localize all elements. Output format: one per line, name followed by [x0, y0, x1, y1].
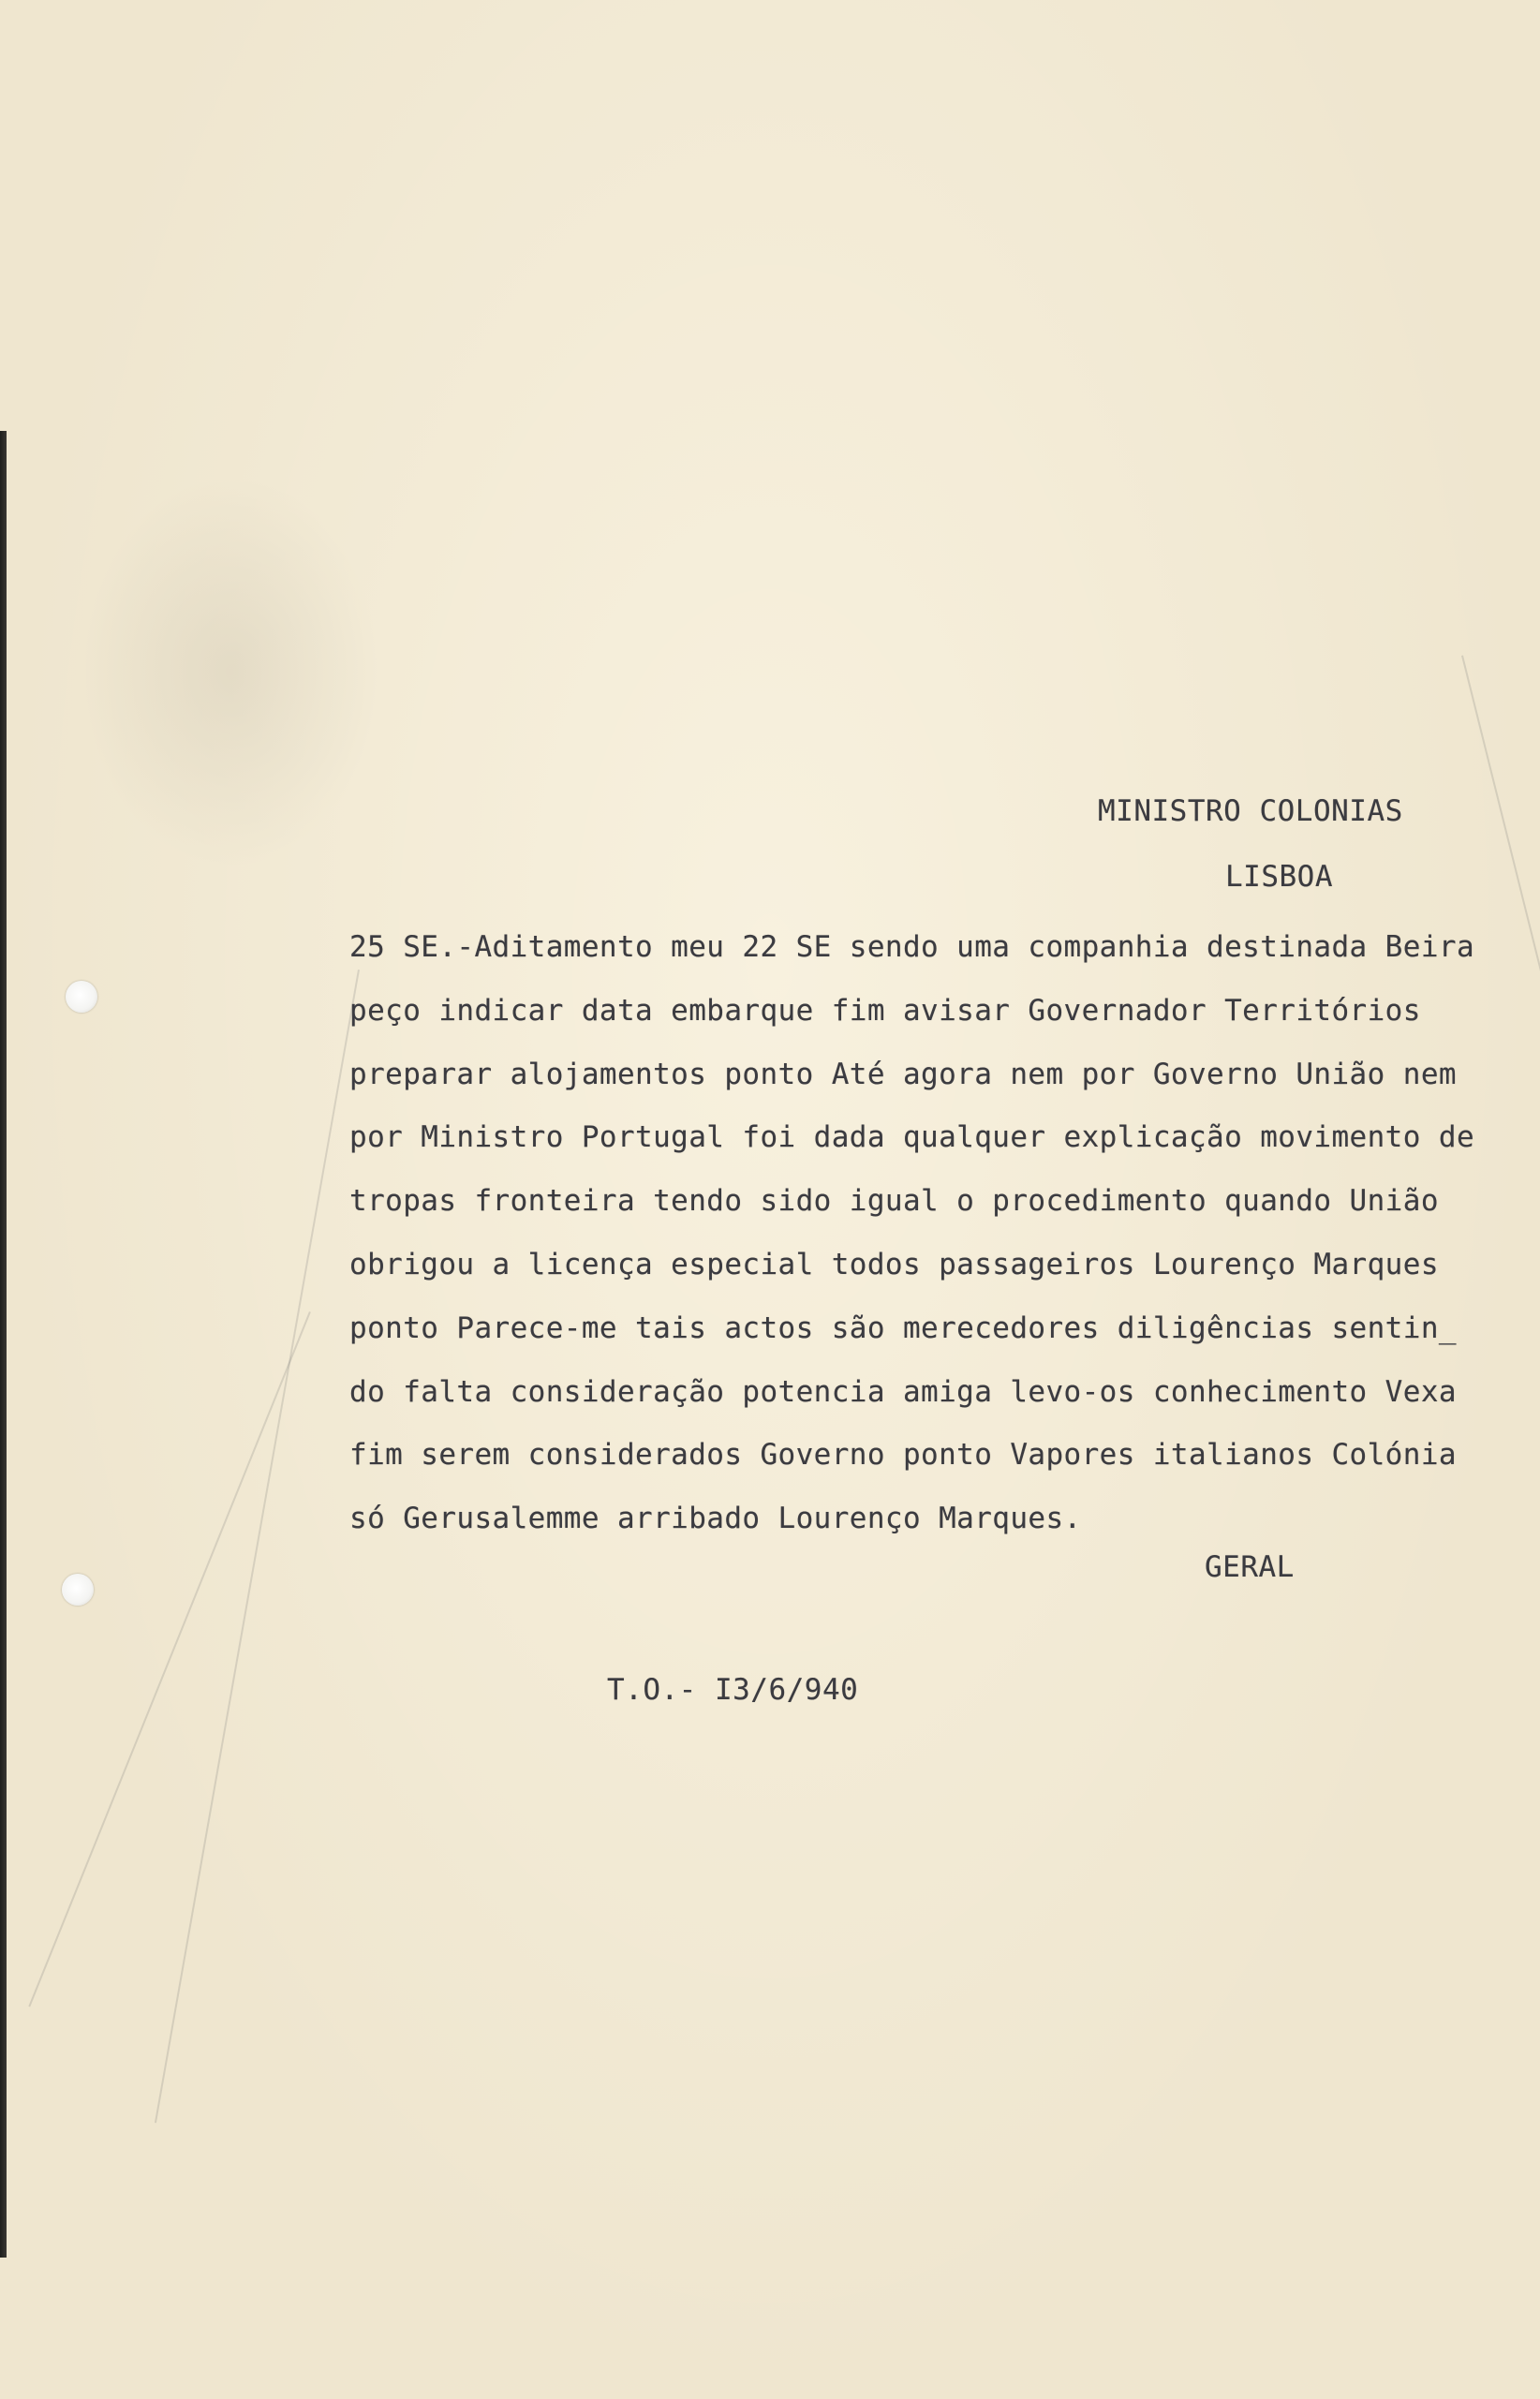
- body-line: por Ministro Portugal foi dada qualquer explicação movimento de: [349, 1120, 1475, 1155]
- signature: GERAL: [1205, 1550, 1295, 1584]
- body-line: do falta consideração potencia amiga levo-os conhecimento Vexa: [349, 1374, 1457, 1409]
- body-line: fim serem considerados Governo ponto Vapores italianos Colónia: [349, 1438, 1457, 1473]
- body-line: ponto Parece-me tais actos são merecedores diligências sentin_: [349, 1311, 1457, 1345]
- body-line: obrigou a licença especial todos passageiros Lourenço Marques: [349, 1247, 1439, 1281]
- body-line: 25 SE.-Aditamento meu 22 SE sendo uma companhia destinada Beira: [349, 930, 1475, 964]
- reference-number: T.O.- I3/6/940: [607, 1673, 859, 1707]
- telegram-body: [349, 916, 1492, 1551]
- body-line: peço indicar data embarque fim avisar Governador Territórios: [349, 993, 1421, 1028]
- pencil-mark: [28, 1311, 310, 2007]
- addressee-line: MINISTRO COLONIAS: [1098, 794, 1403, 828]
- punch-hole-icon: [62, 1574, 94, 1606]
- body-line: preparar alojamentos ponto Até agora nem por Governo União nem: [349, 1057, 1457, 1091]
- body-line: tropas fronteira tendo sido igual o procedimento quando União: [349, 1184, 1439, 1219]
- city-line: LISBOA: [1225, 860, 1333, 894]
- page-edge-shadow: [0, 431, 7, 2258]
- punch-hole-icon: [66, 981, 97, 1013]
- pencil-mark: [155, 970, 360, 2123]
- body-line: só Gerusalemme arribado Lourenço Marques.: [349, 1502, 1082, 1536]
